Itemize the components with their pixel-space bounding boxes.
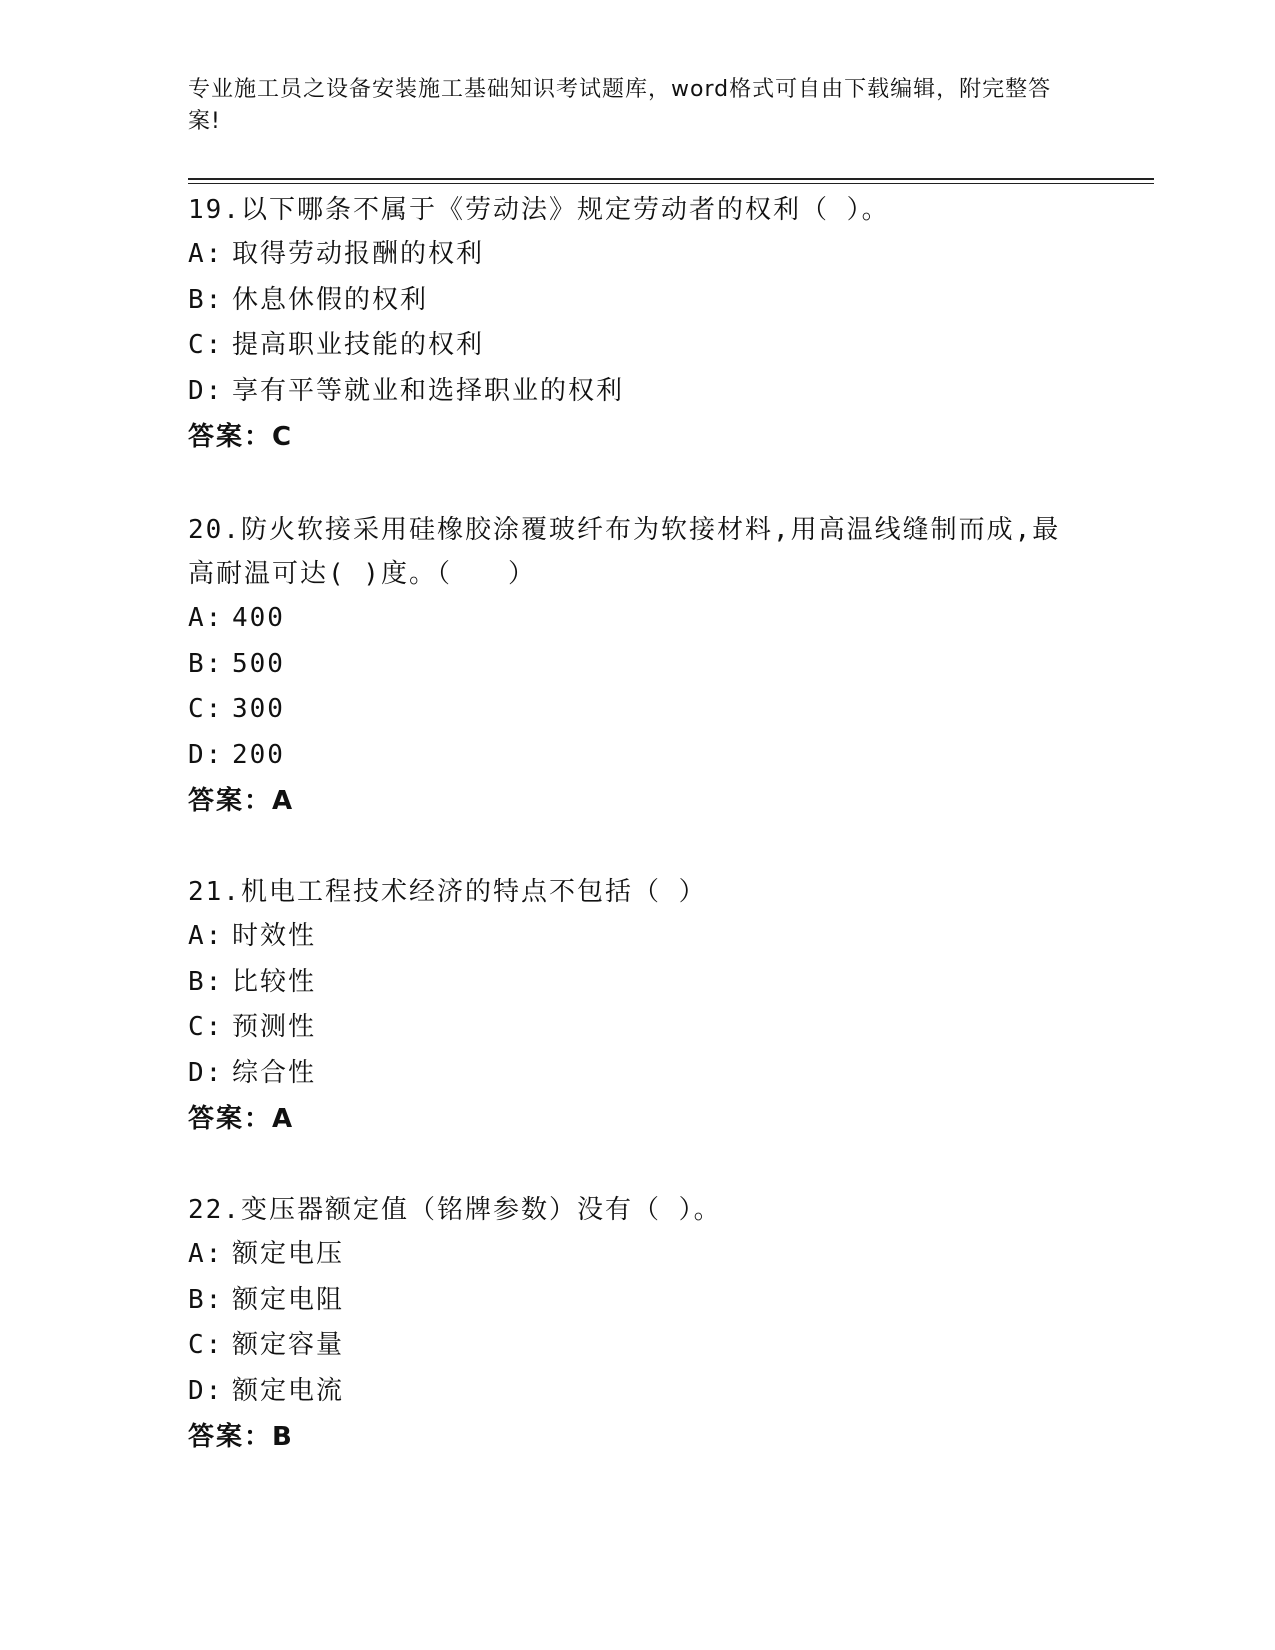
answer-line: 答案：A (188, 1104, 295, 1134)
option-letter: D: (188, 1375, 224, 1406)
answer-line: 答案：B (188, 1422, 294, 1452)
option-b (188, 1278, 1088, 1324)
question-stem: 21.机电工程技术经济的特点不包括（ ） (188, 877, 707, 907)
question-stem: 19.以下哪条不属于《劳动法》规定劳动者的权利（ ）。 (188, 195, 890, 225)
option-letter: B: (188, 1284, 224, 1315)
option-c (188, 323, 1088, 369)
answer-line: 答案：A (188, 786, 295, 816)
option-letter: D: (188, 375, 224, 406)
option-d (188, 733, 1088, 779)
question-19 (188, 188, 1088, 460)
option-letter: C: (188, 694, 224, 724)
option-text: 200 (232, 739, 285, 770)
option-b (188, 642, 1088, 688)
option-c (188, 1323, 1088, 1369)
option-text: 额定电流 (232, 1375, 345, 1406)
question-22 (188, 1188, 1088, 1460)
option-text: 比较性 (232, 966, 317, 997)
option-text: 500 (232, 648, 285, 679)
answer-line: 答案：C (188, 422, 294, 452)
option-c (188, 687, 1088, 733)
header-divider-thin (188, 183, 1154, 184)
option-text: 额定容量 (232, 1330, 345, 1360)
option-text: 享有平等就业和选择职业的权利 (232, 375, 625, 406)
option-letter: A: (188, 921, 224, 951)
option-letter: A: (188, 239, 224, 269)
option-letter: C: (188, 1012, 224, 1042)
option-b (188, 960, 1088, 1006)
option-a (188, 596, 1088, 642)
option-a (188, 914, 1088, 960)
document-header: 专业施工员之设备安装施工基础知识考试题库，word格式可自由下载编辑，附完整答案! (188, 77, 1052, 134)
option-text: 取得劳动报酬的权利 (232, 239, 485, 269)
option-letter: B: (188, 648, 224, 679)
option-a (188, 232, 1088, 278)
option-letter: C: (188, 330, 224, 360)
option-text: 300 (232, 694, 285, 724)
question-21 (188, 870, 1088, 1142)
option-text: 额定电压 (232, 1239, 345, 1269)
option-c (188, 1005, 1088, 1051)
option-text: 提高职业技能的权利 (232, 330, 485, 360)
header-divider-thick (188, 178, 1154, 180)
option-text: 额定电阻 (232, 1284, 345, 1315)
option-letter: D: (188, 739, 224, 770)
option-letter: C: (188, 1330, 224, 1360)
option-d (188, 1369, 1088, 1415)
option-text: 休息休假的权利 (232, 284, 429, 315)
option-b (188, 278, 1088, 324)
option-letter: B: (188, 284, 224, 315)
option-text: 时效性 (232, 921, 317, 951)
option-text: 综合性 (232, 1057, 317, 1088)
question-stem: 22.变压器额定值（铭牌参数）没有（ ）。 (188, 1195, 722, 1225)
option-text: 400 (232, 603, 285, 633)
option-d (188, 1051, 1088, 1097)
question-20 (188, 508, 1088, 824)
option-a (188, 1232, 1088, 1278)
question-stem: 20.防火软接采用硅橡胶涂覆玻纤布为软接材料,用高温线缝制而成,最高耐温可达( )度。（ ） (188, 515, 1061, 589)
option-letter: D: (188, 1057, 224, 1088)
option-letter: A: (188, 1239, 224, 1269)
option-text: 预测性 (232, 1012, 317, 1042)
option-letter: B: (188, 966, 224, 997)
option-d (188, 369, 1088, 415)
option-letter: A: (188, 603, 224, 633)
